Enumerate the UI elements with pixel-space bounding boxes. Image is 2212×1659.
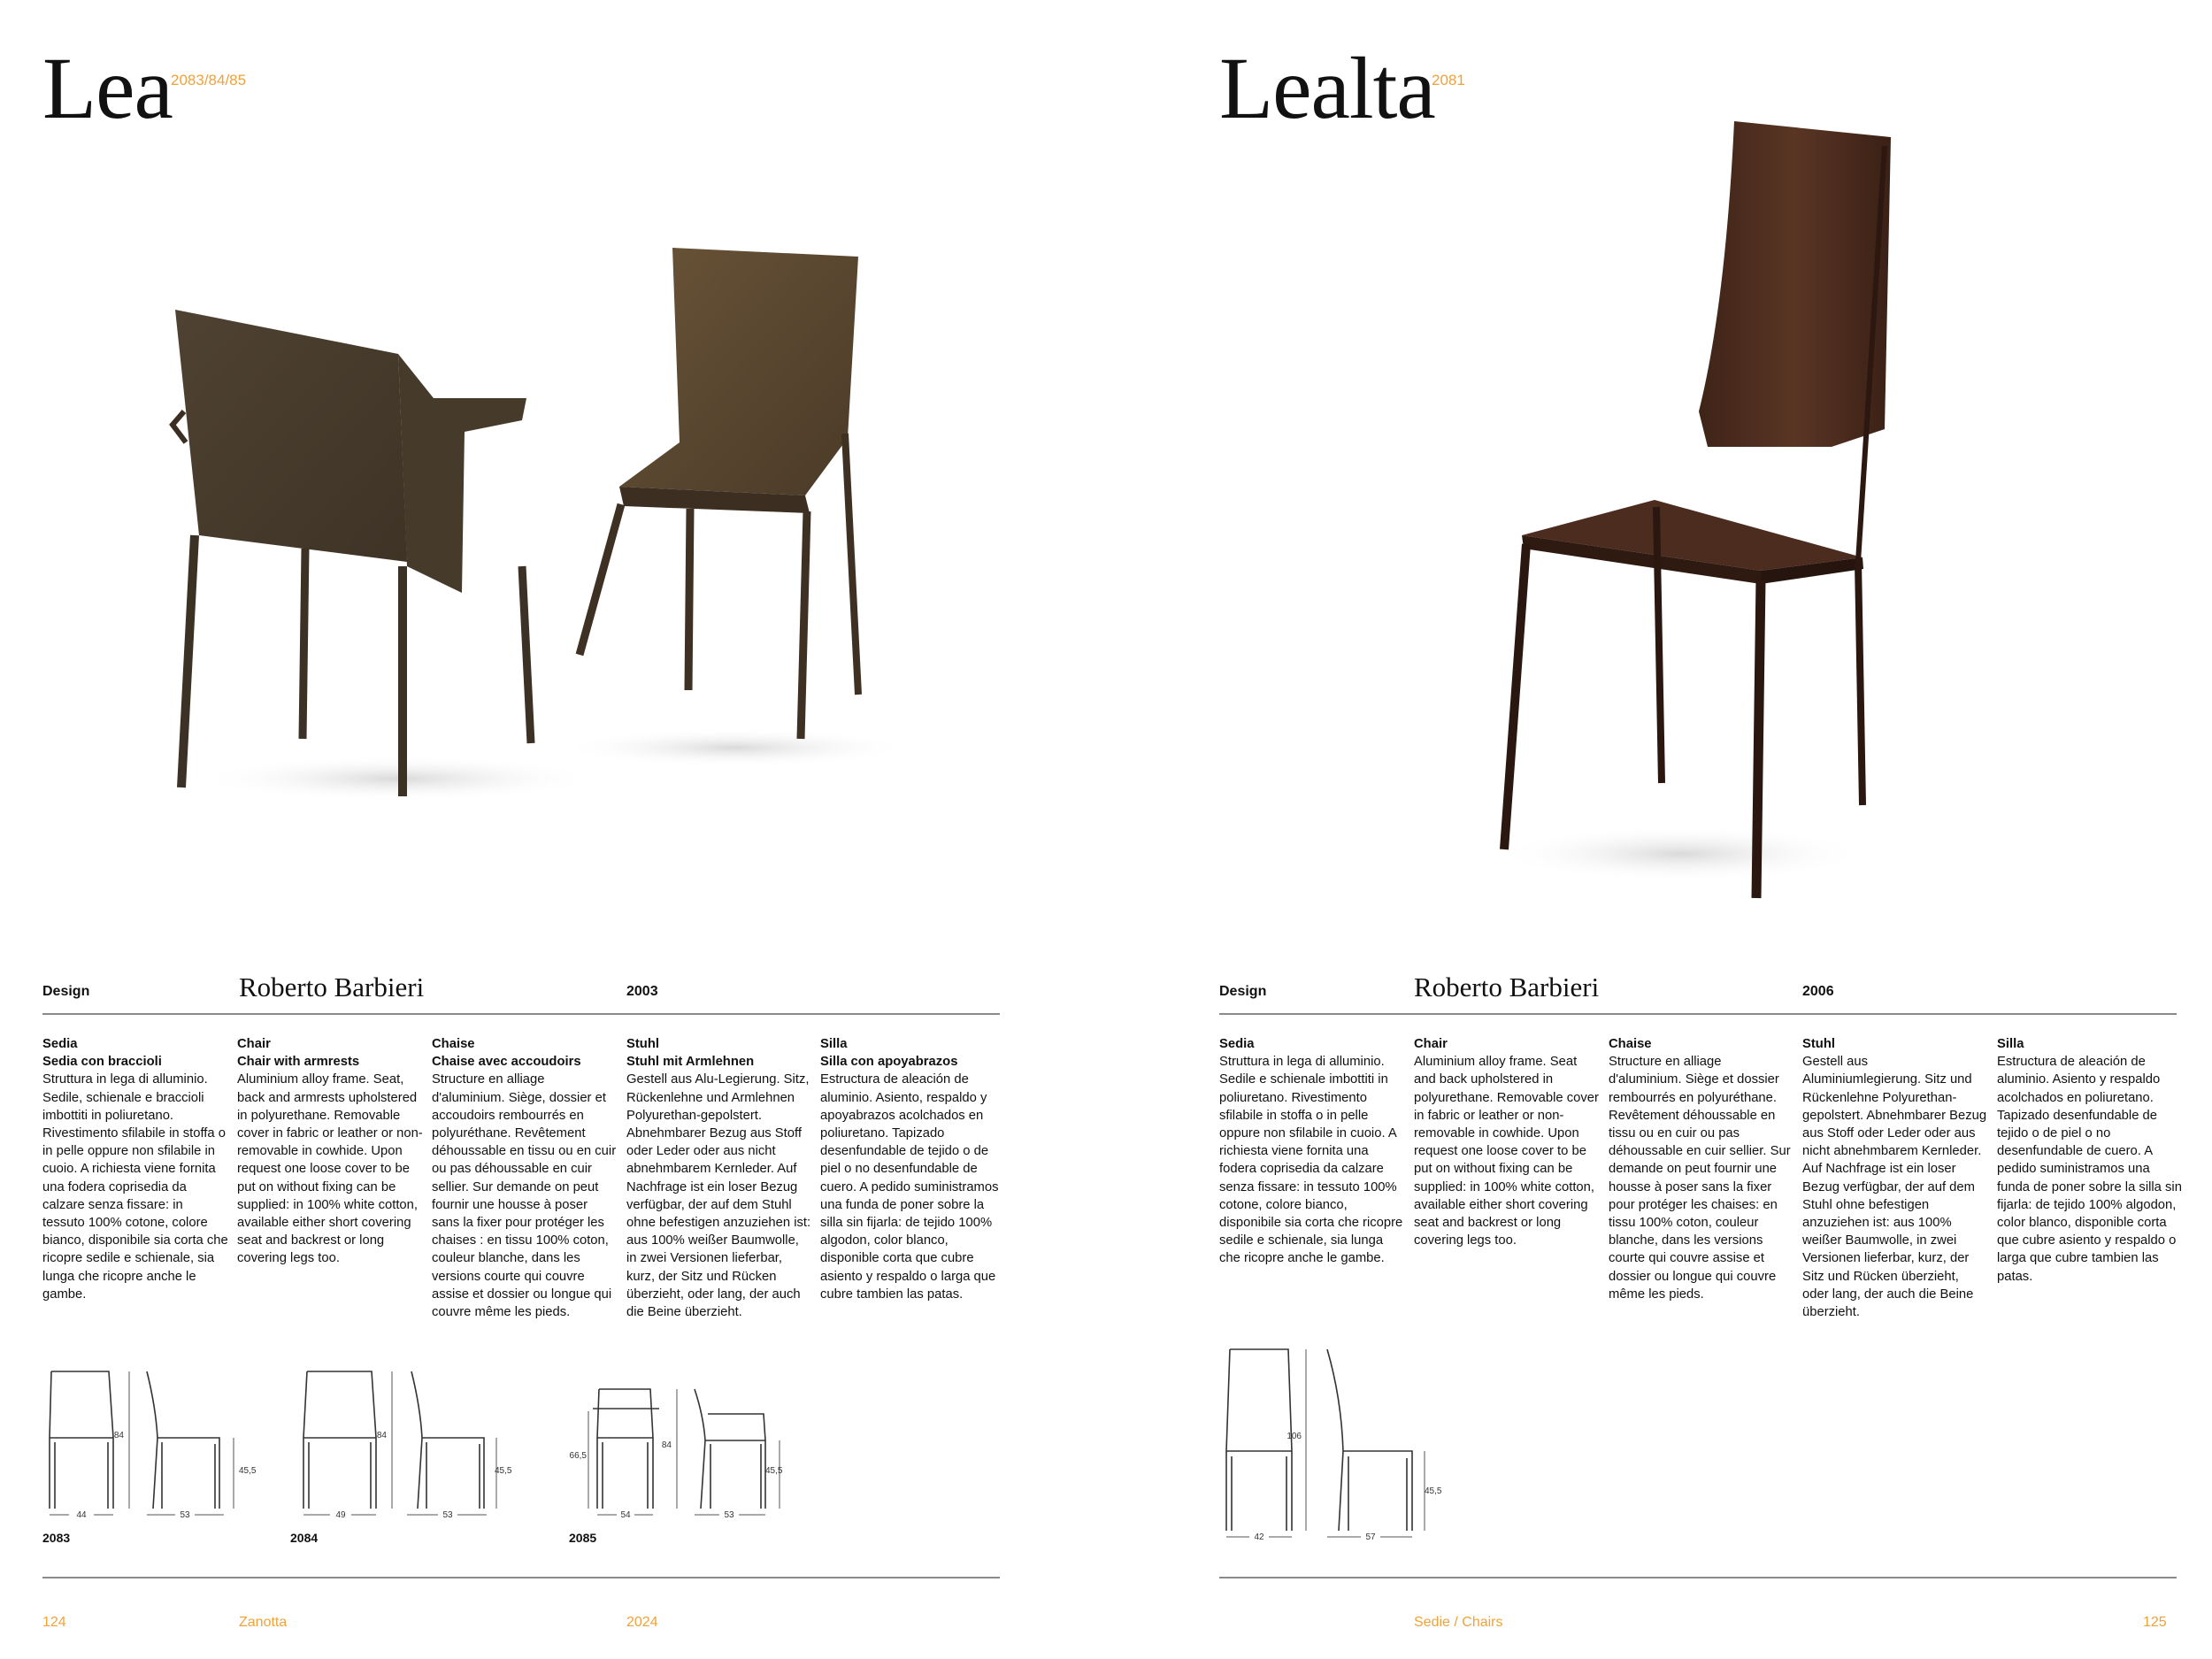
column-text: Estructura de aleación de aluminio. Asiento, respaldo y apoyabrazos acolchados en poliuretano. Tapizado desenfundable de tejido o de piel o no desenfundable de cuero. A pedido suministramos una funda de poner sobre la silla sin fijarla: de tejido 100% algodon, color blanco, disponible corta que cubre asiento y respaldo o larga que cubre tambien las patas. bbox=[820, 1072, 999, 1302]
width-dim: 44 bbox=[76, 1510, 87, 1520]
column-heading: Stuhl bbox=[1802, 1037, 1835, 1051]
column-text: Struttura in lega di alluminio. Sedile e schienale imbottiti in poliuretano. Rivestimento sfilabile in stoffa o in pelle oppure non sfilabile in cuoio. A richiesta viene fornita una fodera coprisedia da calzare senza fissare: in tessuto 100% cotone, colore bianco, disponibile sia corta che ricopre sedile e schienale, sia lunga che ricopre anche le gambe. bbox=[1219, 1055, 1403, 1266]
column-heading: Sedia bbox=[1219, 1037, 1255, 1051]
description-column-de bbox=[626, 1035, 812, 1321]
column-subheading: Chair with armrests bbox=[237, 1055, 360, 1070]
column-subheading: Sedia con braccioli bbox=[42, 1055, 162, 1070]
column-heading: Chaise bbox=[1609, 1037, 1652, 1051]
page-number: 124 bbox=[42, 1615, 66, 1630]
seat-height-dim: 45,5 bbox=[495, 1466, 512, 1476]
divider bbox=[1219, 1013, 2177, 1015]
column-text: Gestell aus Alu-Legierung. Sitz, Rückenlehne und Armlehnen Polyurethan-gepolstert. Abnehmbarer Bezug aus Stoff oder Leder oder aus nicht abnehmbarem Kernleder. Auf Nachfrage ist ein loser Bezug verfügbar, der auf dem Stuhl ohne befestigen anzuziehen ist: aus 100% weißer Baumwolle, in zwei Versionen lieferbar, kurz, der Sitz und Rücken überzieht, oder lang, der auch die Beine überzieht. bbox=[626, 1072, 811, 1320]
height-dim: 84 bbox=[661, 1440, 672, 1450]
technical-drawing-2081 bbox=[1219, 1345, 1467, 1548]
model-code-lealta: 2081 bbox=[1432, 72, 1465, 88]
depth-dim: 53 bbox=[442, 1510, 453, 1520]
lea-chairs-photo bbox=[133, 230, 911, 805]
width-dim: 54 bbox=[620, 1510, 631, 1520]
description-column-it bbox=[42, 1035, 228, 1303]
catalog-year: 2024 bbox=[626, 1615, 658, 1630]
column-text: Structure en alliage d'aluminium. Siège et dossier rembourrés en polyuréthane. Revêtement déhoussable en tissu ou en cuir ou pas déhoussable en cuir sellier. Sur demande on peut fournir une housse à poser sans la fixer pour protéger les chaises: en tissu 100% coton, couleur blanche, dans les versions courte qui couvre assise et dossier ou longue qui couvre même les pieds. bbox=[1609, 1055, 1791, 1302]
column-text: Gestell aus Aluminiumlegierung. Sitz und Rückenlehne Polyurethan-gepolstert. Abnehmbarer Bezug aus Stoff oder Leder oder aus nicht abnehmbarem Kernleder. Auf Nachfrage ist ein loser Bezug verfügbar, der auf dem Stuhl ohne befestigen anzuziehen ist: aus 100% weißer Baumwolle, in zwei Versionen lieferbar, kurz, der Sitz und Rücken überzieht, oder lang, der auch die Beine überzieht. bbox=[1802, 1055, 1987, 1320]
column-heading: Chair bbox=[237, 1037, 271, 1051]
design-year: 2006 bbox=[1802, 984, 1834, 999]
model-code-lea: 2083/84/85 bbox=[171, 72, 247, 88]
model-number: 2083 bbox=[42, 1531, 71, 1545]
description-column-fr bbox=[1609, 1035, 1794, 1303]
width-dim: 42 bbox=[1254, 1532, 1264, 1542]
footer-divider bbox=[1219, 1577, 2177, 1578]
description-column-fr bbox=[432, 1035, 618, 1321]
seat-height-dim: 45,5 bbox=[239, 1466, 257, 1476]
column-subheading: Stuhl mit Armlehnen bbox=[626, 1055, 755, 1070]
column-text: Struttura in lega di alluminio. Sedile, schienale e braccioli imbottiti in poliuretano. Rivestimento sfilabile in stoffa o in pelle oppure non sfilabile in cuoio. A richiesta viene fornita una fodera coprisedia da calzare senza fissare: in tessuto 100% cotone, colore bianco, disponibile sia corta che ricopre sedile e schienale, sia lunga che ricopre anche le gambe. bbox=[42, 1072, 228, 1302]
designer-name: Roberto Barbieri bbox=[1414, 972, 1600, 1002]
design-year: 2003 bbox=[626, 984, 658, 999]
brand-name: Zanotta bbox=[239, 1615, 288, 1630]
technical-drawing-2083 bbox=[42, 1363, 273, 1522]
page-number: 125 bbox=[2143, 1615, 2167, 1630]
description-column-es bbox=[1997, 1035, 2183, 1286]
column-heading: Chaise bbox=[432, 1037, 475, 1051]
divider bbox=[42, 1013, 1000, 1015]
column-text: Aluminium alloy frame. Seat and back upholstered in polyurethane. Removable cover in fabric or leather or non-removable in cowhide. Upon request one loose cover to be put on without fixing can be supplied: in 100% white cotton, available either short covering seat and backrest or long covering legs too. bbox=[1414, 1055, 1599, 1248]
designer-name: Roberto Barbieri bbox=[239, 972, 425, 1002]
design-label: Design bbox=[42, 984, 90, 999]
height-dim: 106 bbox=[1286, 1432, 1302, 1441]
lealta-chair-photo bbox=[1469, 111, 1929, 907]
depth-dim: 53 bbox=[180, 1510, 190, 1520]
technical-drawing-2084 bbox=[296, 1363, 526, 1522]
footer-divider bbox=[42, 1577, 1000, 1578]
seat-height-dim: 45,5 bbox=[1425, 1486, 1442, 1496]
description-column-it bbox=[1219, 1035, 1405, 1268]
depth-dim: 57 bbox=[1365, 1532, 1376, 1542]
design-label: Design bbox=[1219, 984, 1267, 999]
model-number: 2084 bbox=[290, 1531, 319, 1545]
description-column-en bbox=[237, 1035, 423, 1268]
column-text: Structure en alliage d'aluminium. Siège, dossier et accoudoirs rembourrés en polyuréthane. Revêtement déhoussable en tissu ou en cuir ou pas déhoussable en cuir sellier. Sur demande on peut fournir une housse à poser sans la fixer pour protéger les chaises : en tissu 100% coton, couleur blanche, dans les versions courte qui couvre assise et dossier ou longue qui couvre même les pieds. bbox=[432, 1072, 617, 1320]
section-name: Sedie / Chairs bbox=[1414, 1615, 1503, 1630]
technical-drawing-2085 bbox=[562, 1363, 801, 1522]
width-dim: 49 bbox=[335, 1510, 346, 1520]
column-text: Aluminium alloy frame. Seat, back and armrests upholstered in polyurethane. Removable cover in fabric or leather or non-removable in cowhide. Upon request one loose cover to be put on without fixing can be supplied: in 100% white cotton, available either short covering seat and backrest or long covering legs too. bbox=[237, 1072, 423, 1266]
column-text: Estructura de aleación de aluminio. Asiento y respaldo acolchados en poliuretano. Tapizado desenfundable de tejido o de piel o no desenfundable de cuero. A pedido suministramos una funda de poner sobre la silla sin fijarla: de tejido 100% algodon, color blanco, disponible corta que cubre asiento y respaldo o larga que cubre tambien las patas. bbox=[1997, 1055, 2182, 1284]
description-column-de bbox=[1802, 1035, 1988, 1321]
model-number: 2085 bbox=[569, 1531, 597, 1545]
height-dim: 84 bbox=[113, 1431, 124, 1440]
column-subheading: Silla con apoyabrazos bbox=[820, 1055, 958, 1070]
page-title-lea: Lea bbox=[42, 39, 173, 137]
column-heading: Sedia bbox=[42, 1037, 78, 1051]
seat-height-dim: 45,5 bbox=[765, 1466, 783, 1476]
column-heading: Silla bbox=[820, 1037, 848, 1051]
page-title-lealta: Lealta bbox=[1219, 39, 1435, 137]
depth-dim: 53 bbox=[724, 1510, 734, 1520]
arm-height-dim: 66,5 bbox=[569, 1451, 587, 1461]
column-heading: Chair bbox=[1414, 1037, 1448, 1051]
column-subheading: Chaise avec accoudoirs bbox=[432, 1055, 581, 1070]
column-heading: Silla bbox=[1997, 1037, 2024, 1051]
column-heading: Stuhl bbox=[626, 1037, 659, 1051]
height-dim: 84 bbox=[376, 1431, 387, 1440]
description-column-es bbox=[820, 1035, 1006, 1303]
description-column-en bbox=[1414, 1035, 1600, 1249]
